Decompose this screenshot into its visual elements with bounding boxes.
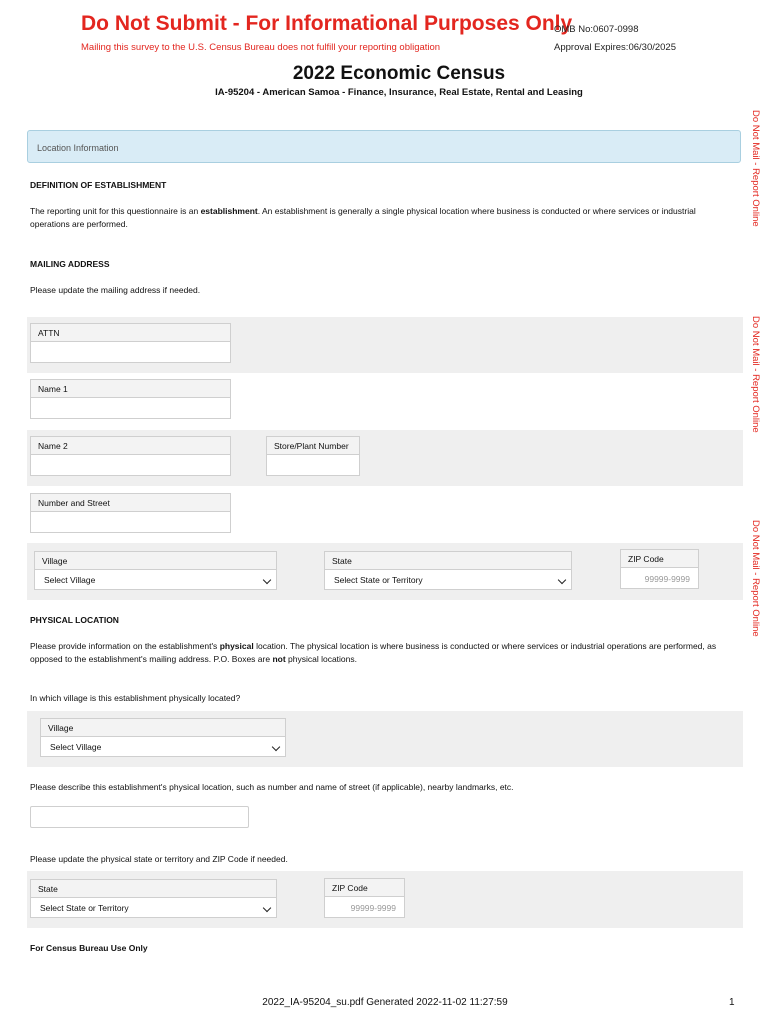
footer-generated: 2022_IA-95204_su.pdf Generated 2022-11-02 11:27:59 <box>262 997 508 1008</box>
physical-state-zip-row <box>27 871 743 928</box>
state-question: Please update the physical state or territory and ZIP Code if needed. <box>30 854 288 864</box>
mailing-state-field <box>324 551 572 590</box>
physical-state-select[interactable]: Select State or Territory <box>30 897 277 918</box>
attn-row <box>27 317 743 373</box>
chevron-down-icon <box>558 576 566 584</box>
name2-label: Name 2 <box>30 436 231 454</box>
street-field <box>30 493 231 533</box>
physical-village-row <box>27 711 743 767</box>
physical-state-field <box>30 879 277 918</box>
attn-label: ATTN <box>30 323 231 341</box>
street-row <box>27 486 743 543</box>
mailing-address-heading: MAILING ADDRESS <box>30 259 110 269</box>
page-title: 2022 Economic Census <box>292 63 506 84</box>
name1-input[interactable] <box>30 397 231 419</box>
physical-zip-label: ZIP Code <box>324 878 405 896</box>
mailing-village-label: Village <box>34 551 277 569</box>
store-number-field <box>266 436 360 476</box>
omb-number: OMB No:0607-0998 <box>554 24 639 35</box>
chevron-down-icon <box>263 576 271 584</box>
physical-zip-field <box>324 878 405 918</box>
attn-input[interactable] <box>30 341 231 363</box>
physical-description-input[interactable] <box>30 806 249 828</box>
do-not-submit-banner: Do Not Submit - For Informational Purposes Only <box>81 12 573 35</box>
mailing-state-select[interactable]: Select State or Territory <box>324 569 572 590</box>
census-use-heading: For Census Bureau Use Only <box>30 943 148 953</box>
physical-village-label: Village <box>40 718 286 736</box>
mailing-village-select[interactable]: Select Village <box>34 569 277 590</box>
name1-field <box>30 379 231 419</box>
village-question: In which village is this establishment physically located? <box>30 693 241 703</box>
physical-zip-input[interactable]: 99999-9999 <box>324 896 405 918</box>
approval-expires: Approval Expires:06/30/2025 <box>554 42 676 53</box>
mailing-zip-input[interactable]: 99999-9999 <box>620 567 699 589</box>
mailing-state-label: State <box>324 551 572 569</box>
store-number-label: Store/Plant Number <box>266 436 360 454</box>
definition-heading: DEFINITION OF ESTABLISHMENT <box>30 180 167 190</box>
village-state-zip-row <box>27 543 743 600</box>
chevron-down-icon <box>263 904 271 912</box>
physical-state-label: State <box>30 879 277 897</box>
physical-location-text: Please provide information on the establishment's physical location. The physical location is where business is conducted or where services or industrial operations are performed, as opposed to the establishment's mailing address. P.O. Boxes are not physical locations. <box>30 641 717 664</box>
mailing-zip-label: ZIP Code <box>620 549 699 567</box>
store-number-input[interactable] <box>266 454 360 476</box>
name1-label: Name 1 <box>30 379 231 397</box>
chevron-down-icon <box>272 743 280 751</box>
physical-location-heading: PHYSICAL LOCATION <box>30 615 119 625</box>
location-information-panel <box>27 130 741 163</box>
side-notice-3: Do Not Mail - Report Online <box>750 520 761 637</box>
name2-field <box>30 436 231 476</box>
mailing-village-field <box>34 551 277 590</box>
physical-village-select[interactable]: Select Village <box>40 736 286 757</box>
mailing-zip-field <box>620 549 699 589</box>
name1-row <box>27 373 743 430</box>
side-notice-2: Do Not Mail - Report Online <box>750 316 761 433</box>
street-input[interactable] <box>30 511 231 533</box>
describe-question: Please describe this establishment's physical location, such as number and name of street (if applicable), nearby landmarks, etc. <box>30 782 514 792</box>
banner-subtitle: Mailing this survey to the U.S. Census Bureau does not fulfill your reporting obligation <box>81 42 441 53</box>
page-number: 1 <box>729 997 735 1008</box>
side-notice-1: Do Not Mail - Report Online <box>750 110 761 227</box>
location-information-label: Location Information <box>37 143 119 153</box>
name2-row <box>27 430 743 486</box>
street-label: Number and Street <box>30 493 231 511</box>
form-subtitle: IA-95204 - American Samoa - Finance, Insurance, Real Estate, Rental and Leasing <box>215 87 583 98</box>
mailing-instruction: Please update the mailing address if needed. <box>30 285 201 295</box>
name2-input[interactable] <box>30 454 231 476</box>
attn-field <box>30 323 231 363</box>
definition-text: The reporting unit for this questionnaire is an establishment. An establishment is generally a single physical location where business is conducted or where services or industrial operations are performed. <box>30 206 696 229</box>
physical-village-field <box>40 718 286 757</box>
